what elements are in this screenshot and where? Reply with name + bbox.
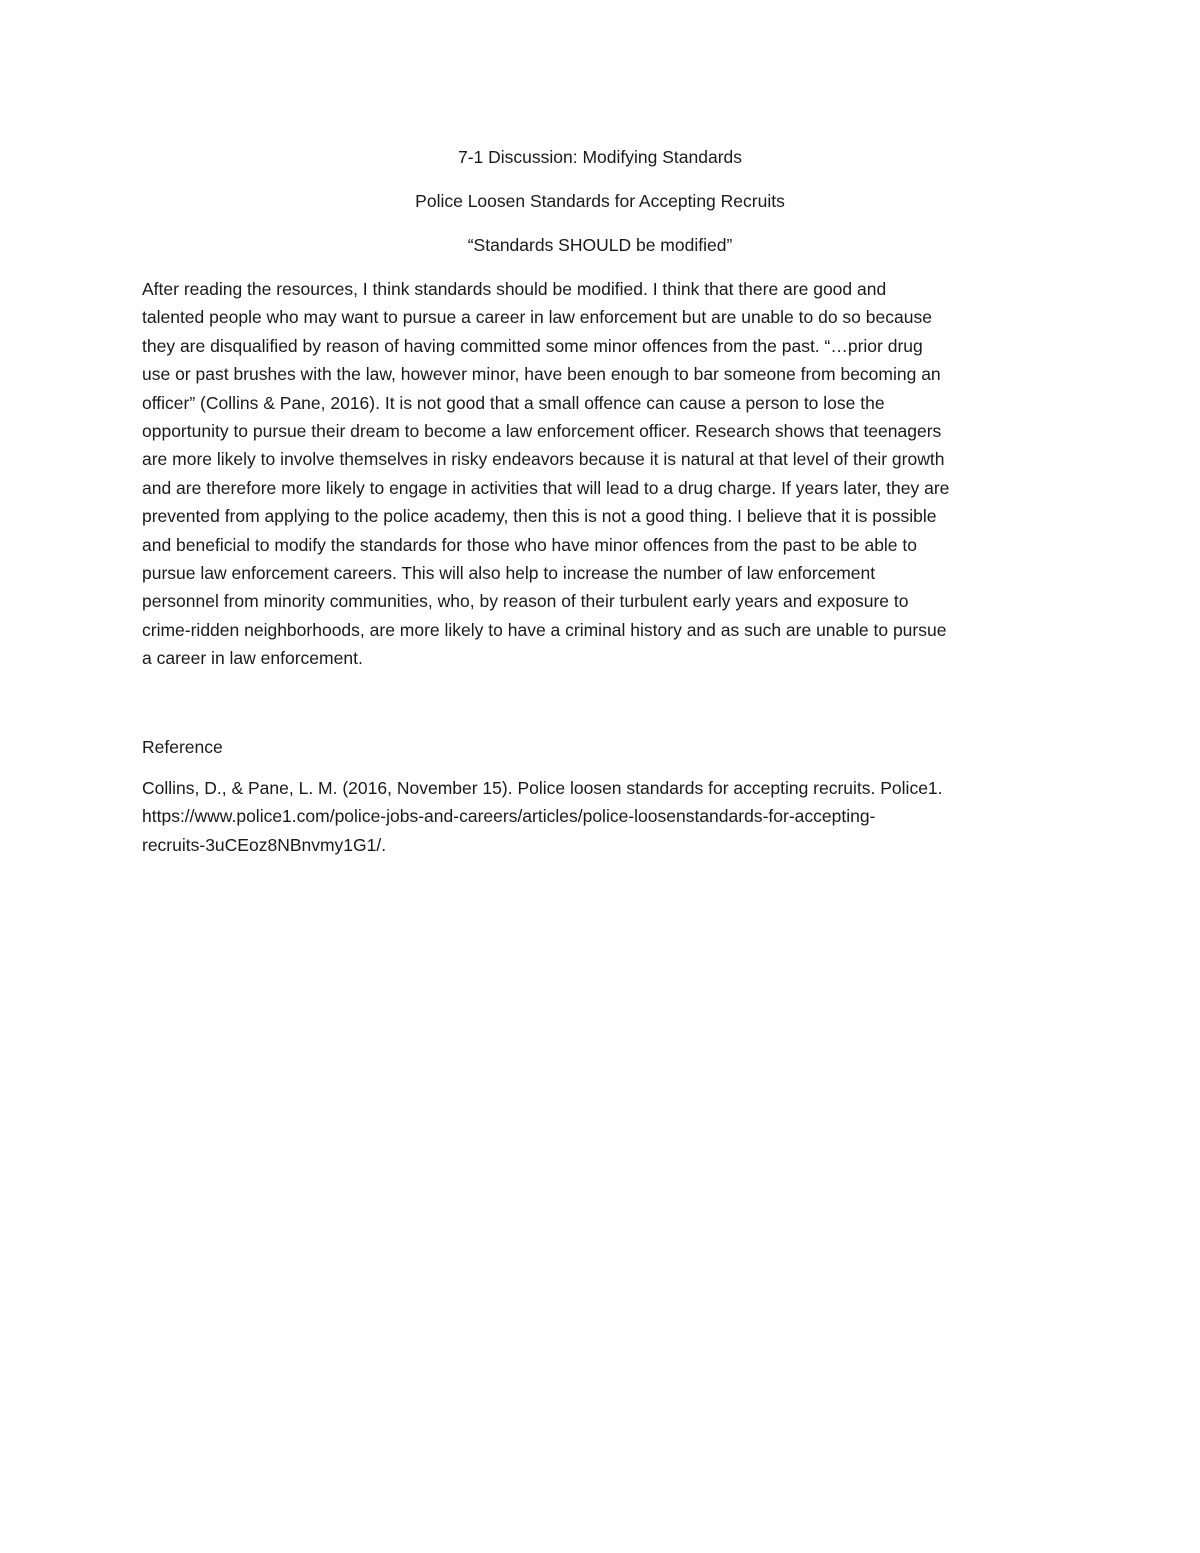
paragraph-line: personnel from minority communities, who, by reason of their turbulent early years and exposure to	[142, 591, 909, 612]
paragraph-line: pursue law enforcement careers. This will also help to increase the number of law enforcement	[142, 563, 876, 584]
document-title: 7-1 Discussion: Modifying Standards	[457, 147, 743, 167]
paragraph-line: crime-ridden neighborhoods, are more likely to have a criminal history and as such are unable to pursue	[142, 619, 947, 640]
position-statement: “Standards SHOULD be modified”	[467, 235, 733, 255]
paragraph-line: use or past brushes with the law, however minor, have been enough to bar someone from becoming an	[142, 364, 941, 385]
reference-entry	[142, 774, 1062, 859]
discussion-paragraph	[142, 275, 1062, 673]
paragraph-line: they are disqualified by reason of having committed some minor offences from the past. “…prior drug	[142, 335, 923, 356]
paragraph-line: and are therefore more likely to engage in activities that will lead to a drug charge. If years later, they are	[142, 477, 950, 498]
paragraph-line: are more likely to involve themselves in risky endeavors because it is natural at that level of their growth	[142, 449, 945, 470]
document-subtitle: Police Loosen Standards for Accepting Recruits	[415, 191, 785, 211]
paragraph-line: talented people who may want to pursue a career in law enforcement but are unable to do so because	[142, 307, 932, 328]
reference-line: Collins, D., & Pane, L. M. (2016, November 15). Police loosen standards for accepting recruits. Police1.	[142, 778, 943, 798]
reference-line: https://www.police1.com/police-jobs-and-careers/articles/police-loosenstandards-for-accepting-	[142, 806, 876, 827]
reference-line: recruits-3uCEoz8NBnvmy1G1/.	[142, 834, 387, 855]
paragraph-line: prevented from applying to the police academy, then this is not a good thing. I believe that it is possible	[142, 506, 937, 527]
paragraph-line: a career in law enforcement.	[142, 648, 363, 669]
paragraph-line: After reading the resources, I think standards should be modified. I think that there are good and	[142, 279, 887, 299]
paragraph-line: opportunity to pursue their dream to become a law enforcement officer. Research shows that teenagers	[142, 421, 942, 442]
reference-heading: Reference	[142, 737, 223, 757]
paragraph-line: and beneficial to modify the standards for those who have minor offences from the past to be able to	[142, 534, 917, 555]
paragraph-line: officer” (Collins & Pane, 2016). It is not good that a small offence can cause a person to lose the	[142, 392, 885, 413]
